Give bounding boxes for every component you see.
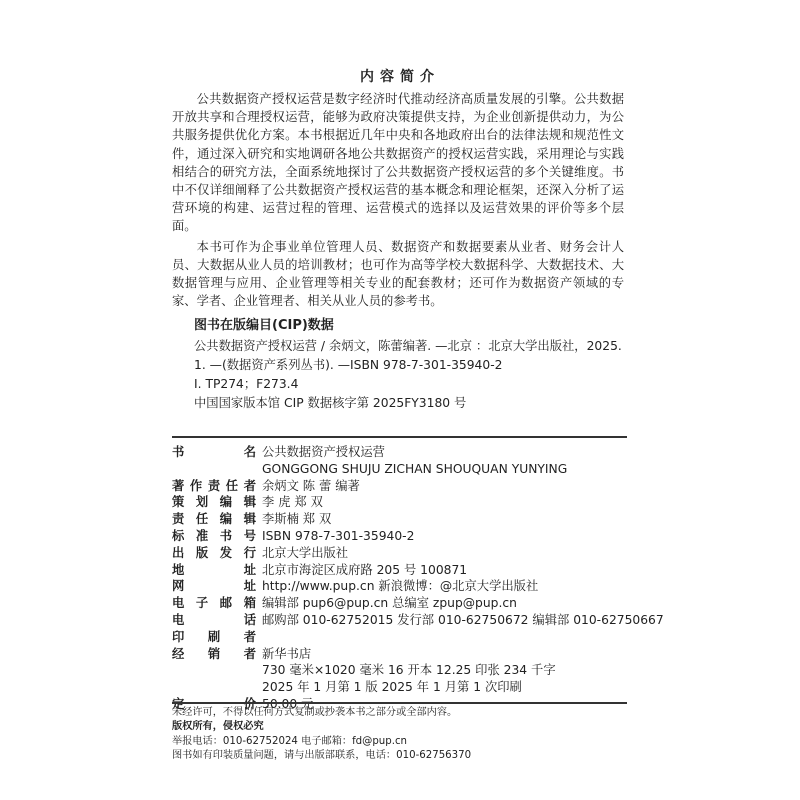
info-value: 北京市海淀区成府路 205 号 100871: [262, 562, 468, 577]
cip-block: [180, 337, 628, 413]
info-value: 李斯楠 郑 双: [262, 512, 332, 527]
info-row: [172, 494, 664, 511]
info-row: [172, 562, 664, 579]
cip-title: 图书在版编目(CIP)数据: [194, 318, 334, 333]
info-value: 邮购部 010-62752015 发行部 010-62750672 编辑部 010-62750667: [262, 612, 664, 627]
info-label: 策划编辑: [172, 495, 256, 510]
info-label: 著作责任者: [172, 478, 256, 493]
intro-section: [172, 90, 624, 312]
info-value: [256, 629, 664, 646]
info-label: [172, 662, 256, 679]
info-label: 电子邮箱: [172, 596, 256, 611]
info-label: 印刷者: [172, 629, 256, 644]
info-row: [172, 646, 664, 663]
info-row: [172, 461, 664, 478]
info-value: 50.00 元: [262, 696, 314, 711]
info-value: 李 虎 郑 双: [262, 495, 323, 510]
info-row: [172, 444, 664, 461]
copyright-notice: 未经许可，不得以任何方式复制或抄袭本书之部分或全部内容。: [172, 707, 458, 718]
info-value: 新华书店: [262, 646, 312, 661]
info-value: 编辑部 pup6@pup.cn 总编室 zpup@pup.cn: [262, 596, 517, 611]
cip-line: 中国国家版本馆 CIP 数据核字第 2025FY3180 号: [194, 396, 467, 410]
info-value: 余炳文 陈 蕾 编著: [262, 478, 360, 493]
intro-title: 内容简介: [360, 69, 440, 85]
publication-info-table: [172, 444, 664, 713]
intro-paragraph: 本书可作为企事业单位管理人员、数据资产和数据要素从业者、财务会计人员、大数据从业人员的培训教材；也可作为高等学校大数据科学、大数据技术、大数据管理与应用、企业管理等相关专业的配套教材；还可作为数据资产领域的专家、学者、企业管理者、相关从业人员的参考书。: [172, 239, 624, 309]
info-row: [172, 528, 664, 545]
info-label: 网址: [172, 579, 256, 594]
info-row: [172, 511, 664, 528]
divider-bottom: [172, 702, 627, 704]
info-row: [172, 595, 664, 612]
info-row: [172, 662, 664, 679]
cip-line: 1. —(数据资产系列丛书). —ISBN 978-7-301-35940-2: [194, 358, 503, 372]
info-value: 730 毫米×1020 毫米 16 开本 12.25 印张 234 千字: [262, 663, 556, 678]
info-value: 公共数据资产授权运营: [262, 445, 385, 459]
rights-statement: 版权所有，侵权必究: [172, 721, 264, 733]
quality-contact: 图书如有印装质量问题，请与出版部联系，电话：010-62756370: [172, 749, 472, 761]
copyright-footer: [172, 706, 632, 763]
info-label: 标准书号: [172, 528, 256, 543]
divider-top: [172, 436, 627, 438]
info-value: http://www.pup.cn 新浪微博：@北京大学出版社: [262, 579, 539, 594]
info-label: [172, 679, 256, 696]
info-label: 地址: [172, 562, 256, 577]
info-row: [172, 478, 664, 495]
info-label: 定价: [172, 696, 256, 711]
info-value: 2025 年 1 月第 1 版 2025 年 1 月第 1 次印刷: [262, 680, 522, 695]
info-row: [172, 578, 664, 595]
intro-paragraph: 公共数据资产授权运营是数字经济时代推动经济高质量发展的引擎。公共数据开放共享和合理授权运营，能够为政府决策提供支持，为企业创新提供动力，为公共服务提供优化方案。本书根据近几年中央和各地政府出台的法律法规和规范性文件，通过深入研究和实地调研各地公共数据资产的授权运营实践，采用理论与实践相结合的研究方法，全面系统地探讨了公共数据资产授权运营的多个关键维度。书中不仅详细阐释了公共数据资产授权运营的基本概念和理论框架，还深入分析了运营环境的构建、运营过程的管理、运营模式的选择以及运营效果的评价等多个层面。: [172, 92, 624, 234]
info-label: [172, 461, 256, 478]
info-label: 经销者: [172, 646, 256, 661]
info-row: [172, 545, 664, 562]
cip-line: Ⅰ. TP274；F273.4: [194, 377, 299, 391]
info-label: 电话: [172, 612, 256, 627]
info-label: 出版发行: [172, 545, 256, 560]
info-row: [172, 612, 664, 629]
info-value: 北京大学出版社: [262, 545, 349, 560]
info-row: [172, 629, 664, 646]
info-value: ISBN 978-7-301-35940-2: [262, 528, 415, 543]
info-label: 责任编辑: [172, 512, 256, 527]
info-value: GONGGONG SHUJU ZICHAN SHOUQUAN YUNYING: [262, 461, 568, 476]
cip-line: 公共数据资产授权运营 / 余炳文，陈蕾编著. —北京 ：北京大学出版社，2025.: [194, 339, 622, 353]
info-row: [172, 679, 664, 696]
info-label: 书名: [172, 445, 256, 459]
report-contact: 举报电话：010-62752024 电子邮箱：fd@pup.cn: [172, 735, 408, 747]
